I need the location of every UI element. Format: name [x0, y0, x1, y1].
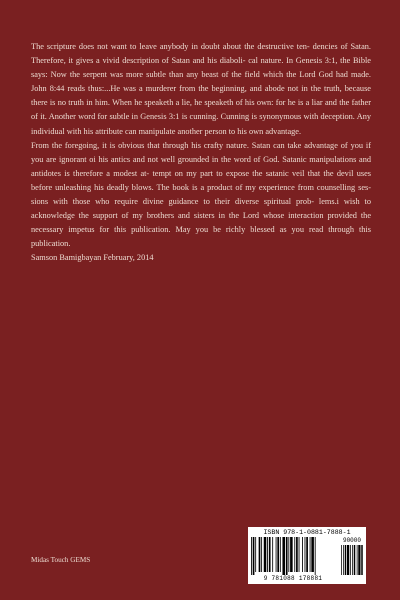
barcode-bar [290, 537, 293, 572]
isbn-barcode-block [248, 527, 366, 584]
addon-bar [357, 545, 358, 575]
barcode-bar [296, 537, 298, 572]
blurb-paragraph-2: From the foregoing, it is obvious that through his crafty nature. Satan can take advantage of you if you are ignorant oi his antics and not well grounded in the word of God. Satanic manipulations and antidotes is therefore a modest at- tempt on my part to expose the satanic veil that the devil uses before unleashing his deadly blows. The book is a product of my experience from counselling ses- sions with those who require divine guidance to their diverse spiritual prob- lems.i wish to acknowledge the support of my brothers and sisters in the Lord whose interaction provided the necessary impetus for this publication. May you be richly blessed as you read through this publication. [31, 140, 371, 249]
barcode-bar [311, 537, 314, 572]
barcode-bar [282, 537, 285, 575]
barcode-bar [315, 537, 316, 575]
barcode-bar [299, 537, 300, 572]
addon-bar [345, 545, 347, 575]
blurb-text [31, 40, 371, 266]
barcode-bar [269, 537, 271, 572]
barcode-bar [302, 537, 303, 572]
barcode-bar [306, 537, 308, 572]
barcode-bar [251, 537, 252, 575]
barcode-bar [267, 537, 268, 572]
addon-bar [341, 545, 342, 575]
barcode-bar [276, 537, 277, 572]
author-signature: Samson Bamigbayan February, 2014 [31, 253, 154, 263]
addon-bar [350, 545, 351, 575]
barcode-bar [277, 537, 279, 572]
price-code: 90000 [342, 537, 361, 544]
publisher-name: Midas Touch GEMS [31, 556, 91, 564]
isbn-label: ISBN 978-1-0881-7888-1 [263, 529, 351, 536]
ean-digits: 9 781088 178881 [263, 575, 323, 582]
barcode-bar [255, 537, 256, 572]
barcode-bar [305, 537, 306, 572]
addon-bar [361, 545, 363, 575]
barcode-bar [280, 537, 281, 572]
addon-bar [352, 545, 353, 575]
barcode-bar [261, 537, 262, 572]
barcode-bar [288, 537, 289, 572]
addon-bar [354, 545, 356, 575]
barcode-bar [253, 537, 255, 575]
addon-bar [343, 545, 344, 575]
barcode-bar [272, 537, 273, 572]
barcode-bar [294, 537, 295, 572]
addon-bar [358, 545, 360, 575]
barcode-bar [310, 537, 311, 572]
addon-bar [347, 545, 349, 575]
barcode-bar [264, 537, 267, 572]
barcode-bar [259, 537, 261, 572]
blurb-paragraph-1: The scripture does not want to leave anybody in doubt about the destructive ten- dencies of Satan. Therefore, it gives a vivid description of Satan and his diaboli- cal nature. In Genesis 3:1, the Bible says: Now the serpent was more subtle than any beast of the field which the Lord God had made. John 8:44 reads thus:...He was a murderer from the beginning, and abode not in the truth, because there is no truth in him. When he speaketh a lie, he speaketh of his own: for he is a liar and the father of it. Another word for subtle in Genesis 3:1 is cunning. Cunning is synonymous with deception. Any individual with his attribute can manipulate another person to his own advantage. [31, 42, 371, 136]
barcode-bar [286, 537, 288, 575]
